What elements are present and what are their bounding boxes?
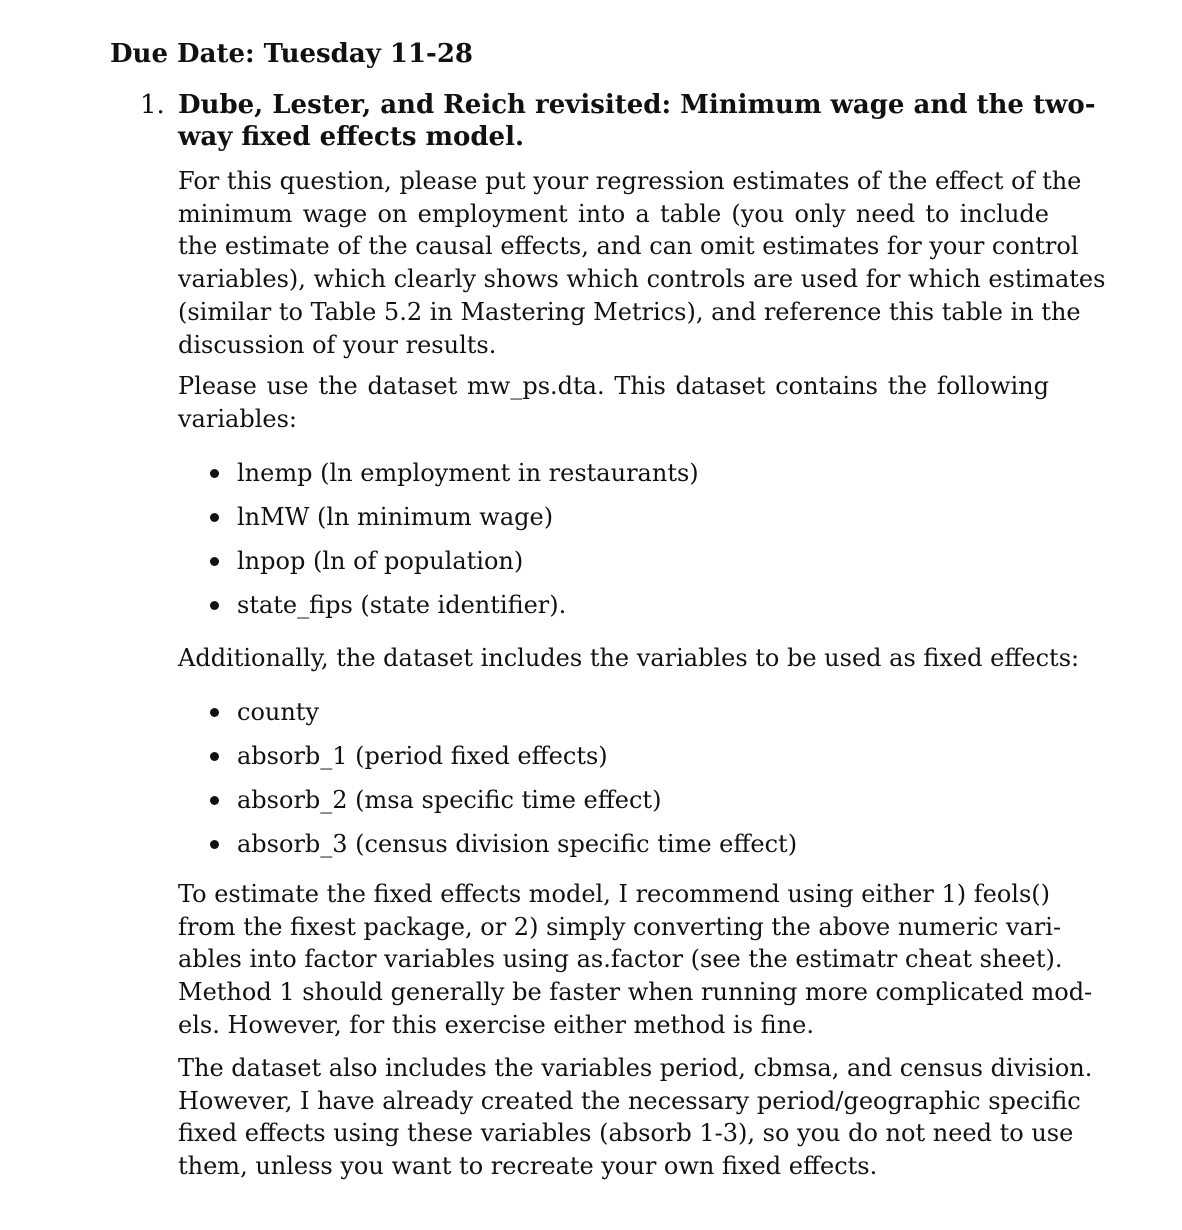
list-item xyxy=(210,546,699,590)
list-item-text: lnMW (ln minimum wage) xyxy=(237,503,554,531)
list-item xyxy=(210,458,699,502)
list-item-text: absorb_1 (period fixed effects) xyxy=(237,742,608,770)
paragraph-line: fixed effects using these variables (absorb 1-3), so you do not need to use xyxy=(178,1119,1074,1148)
paragraph-fixed-effects-intro xyxy=(178,642,1079,675)
bullet-icon xyxy=(210,752,219,761)
list-item xyxy=(210,590,699,634)
paragraph-line: The dataset also includes the variables period, cbmsa, and census division. xyxy=(178,1054,1093,1082)
list-item xyxy=(210,785,797,829)
list-item-text: absorb_2 (msa specific time effect) xyxy=(237,786,662,814)
paragraph-line: Method 1 should generally be faster when running more complicated mod- xyxy=(178,978,1093,1007)
paragraph-line: the estimate of the causal effects, and can omit estimates for your control xyxy=(178,232,1079,261)
question-title-line: Dube, Lester, and Reich revisited: Minimum wage and the two- xyxy=(178,90,1096,120)
paragraph-line: ables into factor variables using as.factor (see the estimatr cheat sheet). xyxy=(178,945,1063,974)
list-item-text: state_fips (state identifier). xyxy=(237,591,567,619)
paragraph-extra-variables xyxy=(178,1052,1093,1183)
list-item-text: absorb_3 (census division specific time effect) xyxy=(237,830,798,858)
variables-list xyxy=(210,458,699,634)
paragraph-line: Additionally, the dataset includes the variables to be used as fixed effects: xyxy=(178,644,1080,672)
paragraph-line: Please use the dataset mw_ps.dta. This dataset contains the following xyxy=(178,372,1049,400)
paragraph-line: To estimate the fixed effects model, I recommend using either 1) feols() xyxy=(178,880,1051,908)
due-date-heading: Due Date: Tuesday 11-28 xyxy=(110,39,474,69)
list-item-text: lnpop (ln of population) xyxy=(237,547,524,575)
bullet-icon xyxy=(210,601,219,610)
list-item-text: lnemp (ln employment in restaurants) xyxy=(237,459,699,487)
paragraph-line: them, unless you want to recreate your own fixed effects. xyxy=(178,1152,878,1181)
question-title xyxy=(178,89,1096,153)
paragraph-line: from the fixest package, or 2) simply converting the above numeric vari- xyxy=(178,912,1062,941)
list-item xyxy=(210,502,699,546)
bullet-icon xyxy=(210,469,219,478)
list-item xyxy=(210,741,797,785)
question-number: 1. xyxy=(140,90,165,120)
paragraph-dataset xyxy=(178,370,1049,435)
paragraph-line: minimum wage on employment into a table (you only need to include xyxy=(178,199,1049,228)
paragraph-line: variables: xyxy=(178,404,297,433)
list-item xyxy=(210,697,797,741)
paragraph-estimation-method xyxy=(178,878,1093,1042)
bullet-icon xyxy=(210,840,219,849)
paragraph-line: However, I have already created the necessary period/geographic specific xyxy=(178,1086,1081,1115)
paragraph-line: els. However, for this exercise either method is fine. xyxy=(178,1010,814,1039)
fixed-effects-list xyxy=(210,697,797,873)
question-title-line: way fixed effects model. xyxy=(178,122,525,152)
paragraph-line: variables), which clearly shows which controls are used for which estimates xyxy=(178,265,1106,294)
list-item xyxy=(210,829,797,873)
paragraph-line: For this question, please put your regression estimates of the effect of the xyxy=(178,167,1082,195)
paragraph-table-instructions xyxy=(178,165,1106,361)
list-item-text: county xyxy=(237,698,320,726)
bullet-icon xyxy=(210,796,219,805)
bullet-icon xyxy=(210,513,219,522)
bullet-icon xyxy=(210,708,219,717)
paragraph-line: (similar to Table 5.2 in Mastering Metrics), and reference this table in the xyxy=(178,297,1081,326)
paragraph-line: discussion of your results. xyxy=(178,330,497,359)
bullet-icon xyxy=(210,557,219,566)
